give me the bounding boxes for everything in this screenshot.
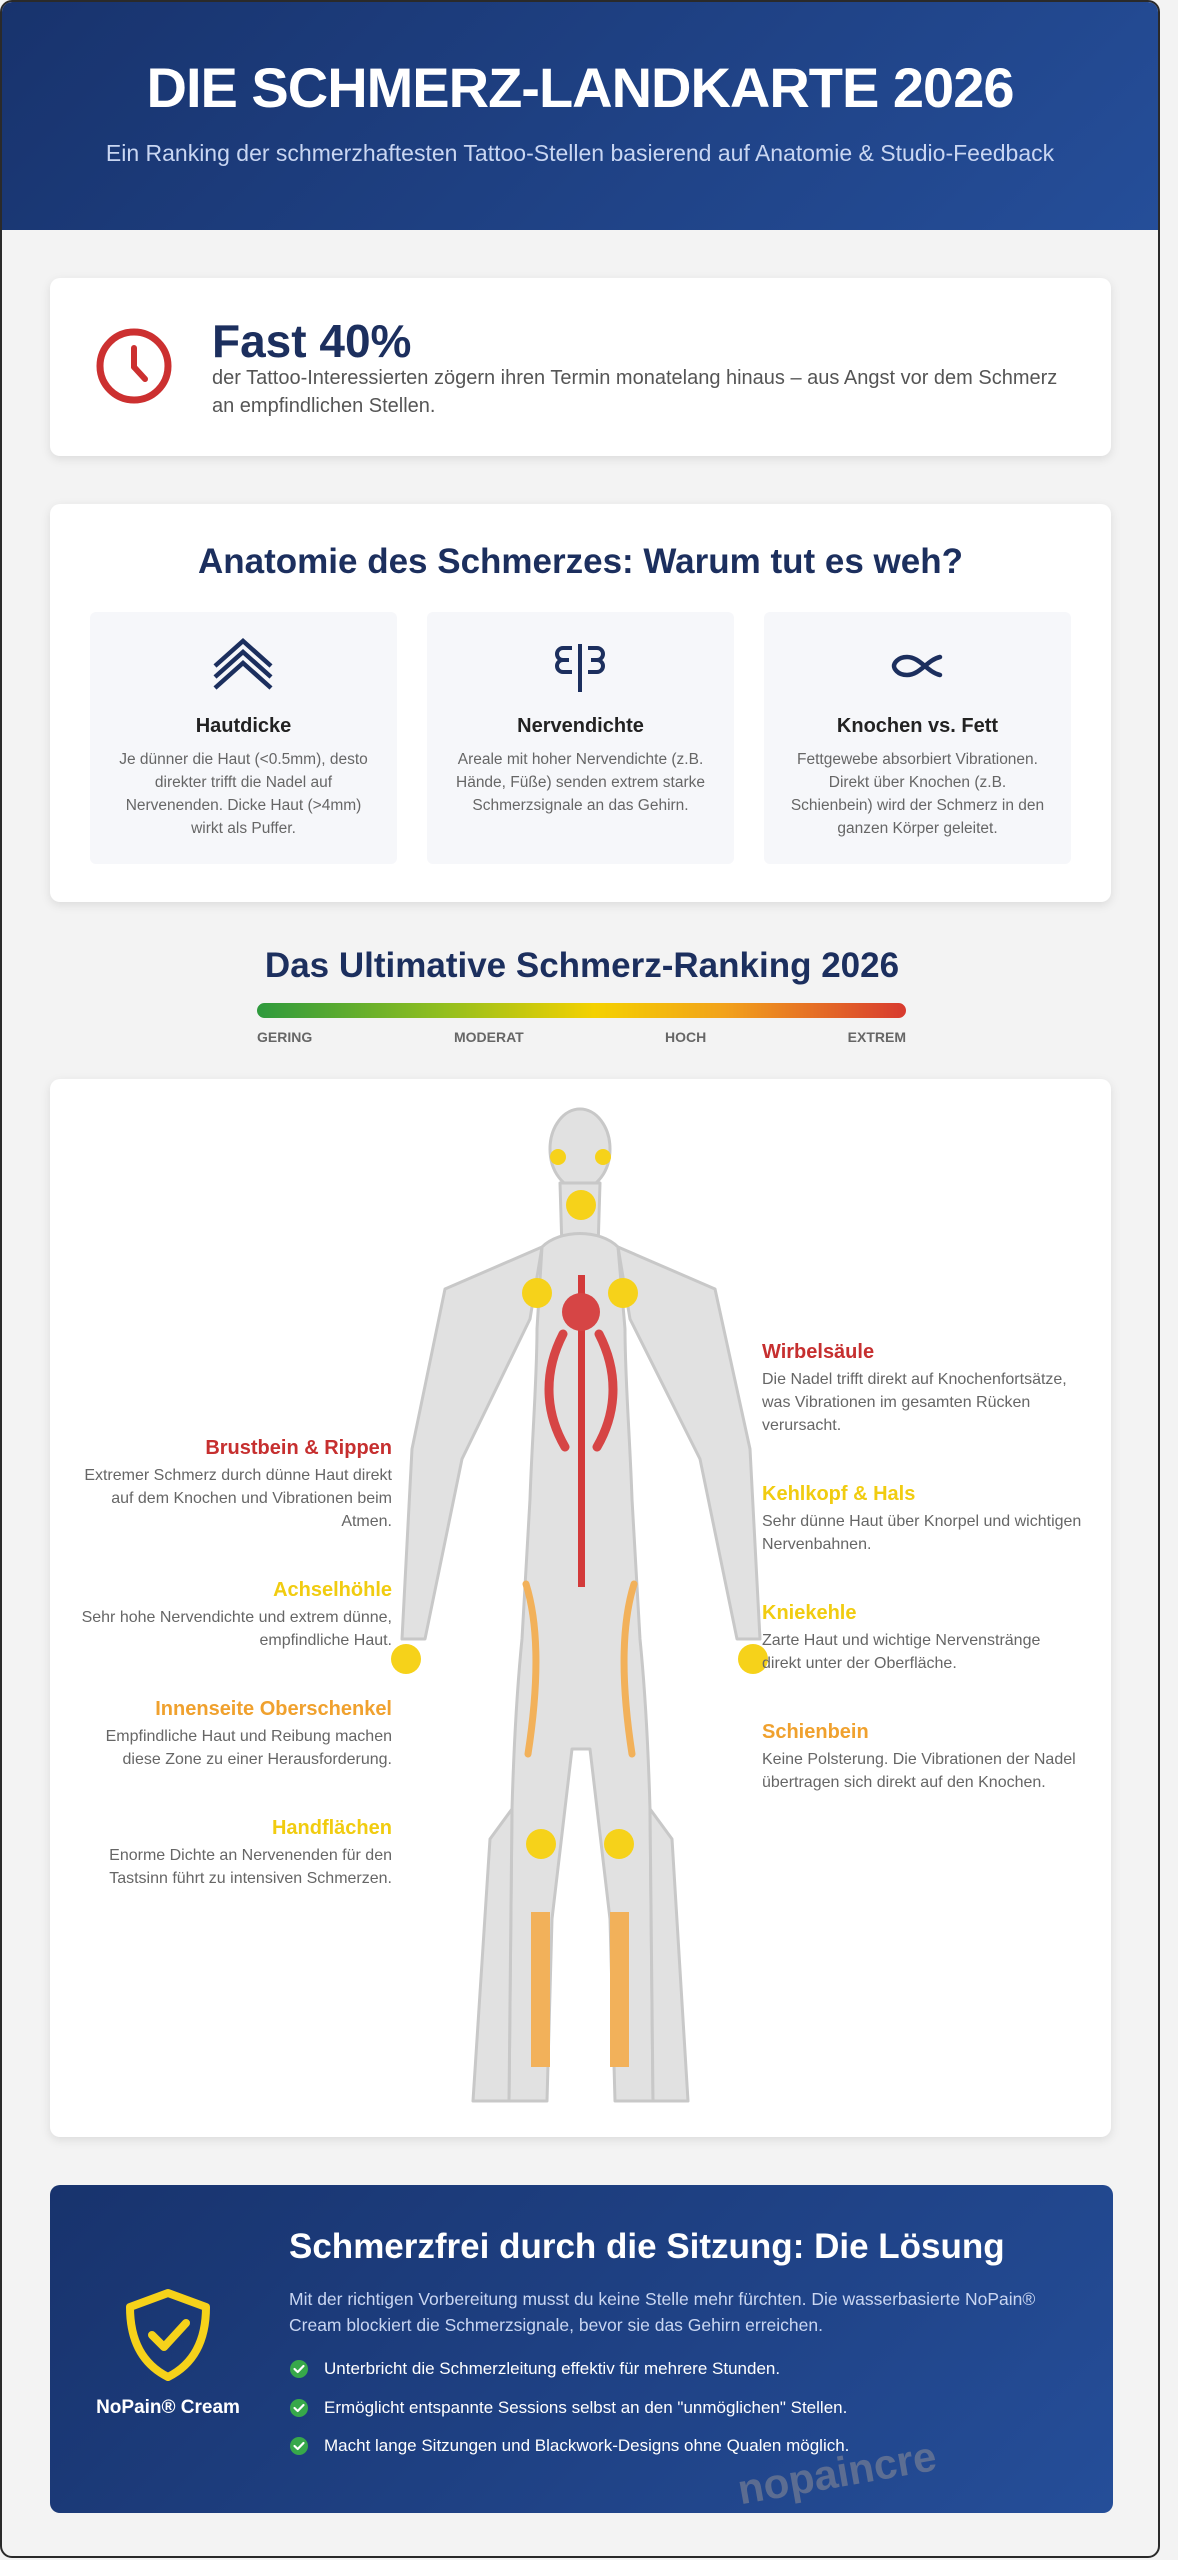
zone-shin-right: [610, 1912, 629, 2067]
zone-text: Empfindliche Haut und Reibung machen diese Zone zu einer Herausforderung.: [105, 1728, 392, 1768]
body-silhouette: [402, 1109, 760, 2101]
benefit-item: [289, 2396, 849, 2435]
zone-text: Enorme Dichte an Nervenenden für den Tastsinn führt zu intensiven Schmerzen.: [109, 1847, 392, 1887]
pain-scale-labels: [257, 1029, 906, 1047]
zone-title: Achselhöhle: [273, 1579, 392, 1601]
benefit-item: [289, 2357, 849, 2396]
scale-label-high: HOCH: [665, 1029, 707, 1045]
zone-temple-right: [595, 1149, 611, 1165]
anatomy-title: Anatomie des Schmerzes: Warum tut es weh?: [198, 542, 963, 581]
zone-label-kehlkopf: [762, 1483, 1082, 1556]
zone-throat: [566, 1190, 596, 1220]
zone-label-achselhoehle: [72, 1579, 392, 1652]
zone-label-schienbein: [762, 1721, 1082, 1794]
zone-armpit-left: [522, 1278, 552, 1308]
zone-sternum: [562, 1293, 600, 1331]
anatomy-item-title: Nervendichte: [517, 715, 644, 737]
body-map-card: [50, 1079, 1111, 2137]
zone-text: Keine Polsterung. Die Vibrationen der Nadel übertragen sich direkt auf den Knochen.: [762, 1751, 1076, 1791]
stat-text: der Tattoo-Interessierten zögern ihren Termin monatelang hinaus – aus Angst vor dem Schmerz an empfindlichen Stellen.: [212, 367, 1058, 417]
scale-label-moderate: MODERAT: [454, 1029, 524, 1045]
zone-title: Innenseite Oberschenkel: [155, 1698, 392, 1720]
zone-label-oberschenkel: [72, 1698, 392, 1771]
pain-scale-bar: [257, 1003, 906, 1018]
zone-text: Sehr hohe Nervendichte und extrem dünne, empfindliche Haut.: [81, 1609, 392, 1649]
scale-label-extreme: EXTREM: [847, 1029, 906, 1045]
zone-text: Die Nadel trifft direkt auf Knochenfortsätze, was Vibrationen im gesamten Rücken verursacht.: [762, 1371, 1067, 1434]
clock-icon: [94, 326, 174, 406]
solution-card: [50, 2185, 1113, 2513]
brand-name: NoPain® Cream: [96, 2397, 240, 2418]
check-circle-icon: [289, 2436, 309, 2456]
header: [2, 2, 1158, 230]
check-circle-icon: [289, 2398, 309, 2418]
zone-label-kniekehle: [762, 1602, 1082, 1675]
anatomy-item-text: Areale mit hoher Nervendichte (z.B. Hände, Füße) senden extrem starke Schmerzsignale an das Gehirn.: [456, 751, 705, 814]
layers-chevron-icon: [90, 636, 397, 696]
benefit-text: Unterbricht die Schmerzleitung effektiv für mehrere Stunden.: [324, 2359, 781, 2378]
zone-title: Handflächen: [271, 1817, 392, 1839]
page-title: DIE SCHMERZ-LANDKARTE 2026: [146, 56, 1014, 119]
nerve-icon: [427, 636, 734, 696]
zone-title: Kehlkopf & Hals: [762, 1483, 916, 1505]
scale-label-low: GERING: [257, 1029, 313, 1045]
zone-title: Schienbein: [762, 1721, 869, 1743]
benefit-text: Macht lange Sitzungen und Blackwork-Designs ohne Qualen möglich.: [324, 2436, 850, 2455]
anatomy-item-title: Knochen vs. Fett: [836, 715, 999, 737]
anatomy-card: [50, 504, 1111, 902]
anatomy-item-nervendichte: [427, 612, 734, 864]
zone-title: Brustbein & Rippen: [205, 1437, 392, 1459]
watermark: nopaincre: [734, 2432, 940, 2514]
anatomy-item-knochen: [764, 612, 1071, 864]
solution-text: Mit der richtigen Vorbereitung musst du keine Stelle mehr fürchten. Die wasserbasierte NoPain® Cream blockiert die Schmerzsignale, bevor sie das Gehirn erreichen.: [289, 2289, 1036, 2335]
stat-title: Fast 40%: [212, 315, 412, 367]
shield-check-icon: [118, 2285, 218, 2385]
zone-text: Sehr dünne Haut über Knorpel und wichtigen Nervenbahnen.: [762, 1513, 1082, 1553]
zone-title: Kniekehle: [762, 1602, 857, 1624]
zone-text: Zarte Haut und wichtige Nervenstränge direkt unter der Oberfläche.: [762, 1632, 1041, 1672]
benefit-text: Ermöglicht entspannte Sessions selbst an den "unmöglichen" Stellen.: [324, 2397, 848, 2417]
zone-title: Wirbelsäule: [762, 1341, 875, 1363]
zone-armpit-right: [608, 1278, 638, 1308]
zone-label-brustbein: [72, 1437, 392, 1533]
stat-card: [50, 278, 1111, 456]
anatomy-item-text: Je dünner die Haut (<0.5mm), desto direkter trifft die Nadel auf Nervenenden. Dicke Haut (>4mm) wirkt als Puffer.: [119, 751, 368, 837]
anatomy-item-text: Fettgewebe absorbiert Vibrationen. Direkt über Knochen (z.B. Schienbein) wird der Schmerz in den ganzen Körper geleitet.: [790, 751, 1045, 837]
zone-temple-left: [550, 1149, 566, 1165]
bone-icon: [764, 636, 1071, 696]
check-circle-icon: [289, 2359, 309, 2379]
anatomy-item-hautdicke: [90, 612, 397, 864]
zone-knee-right: [604, 1829, 634, 1859]
anatomy-item-title: Hautdicke: [195, 715, 292, 737]
solution-title: Schmerzfrei durch die Sitzung: Die Lösung: [289, 2227, 1005, 2266]
zone-knee-left: [526, 1829, 556, 1859]
zone-label-wirbelsaeule: [762, 1341, 1082, 1437]
ranking-title: Das Ultimative Schmerz-Ranking 2026: [264, 946, 900, 985]
zone-palm-left: [391, 1644, 421, 1674]
zone-text: Extremer Schmerz durch dünne Haut direkt auf dem Knochen und Vibrationen beim Atmen.: [84, 1467, 392, 1530]
benefit-list: [289, 2357, 849, 2473]
zone-shin-left: [531, 1912, 550, 2067]
zone-label-handflaechen: [72, 1817, 392, 1890]
page-subtitle: Ein Ranking der schmerzhaftesten Tattoo-Stellen basierend auf Anatomie & Studio-Feedback: [105, 140, 1055, 166]
